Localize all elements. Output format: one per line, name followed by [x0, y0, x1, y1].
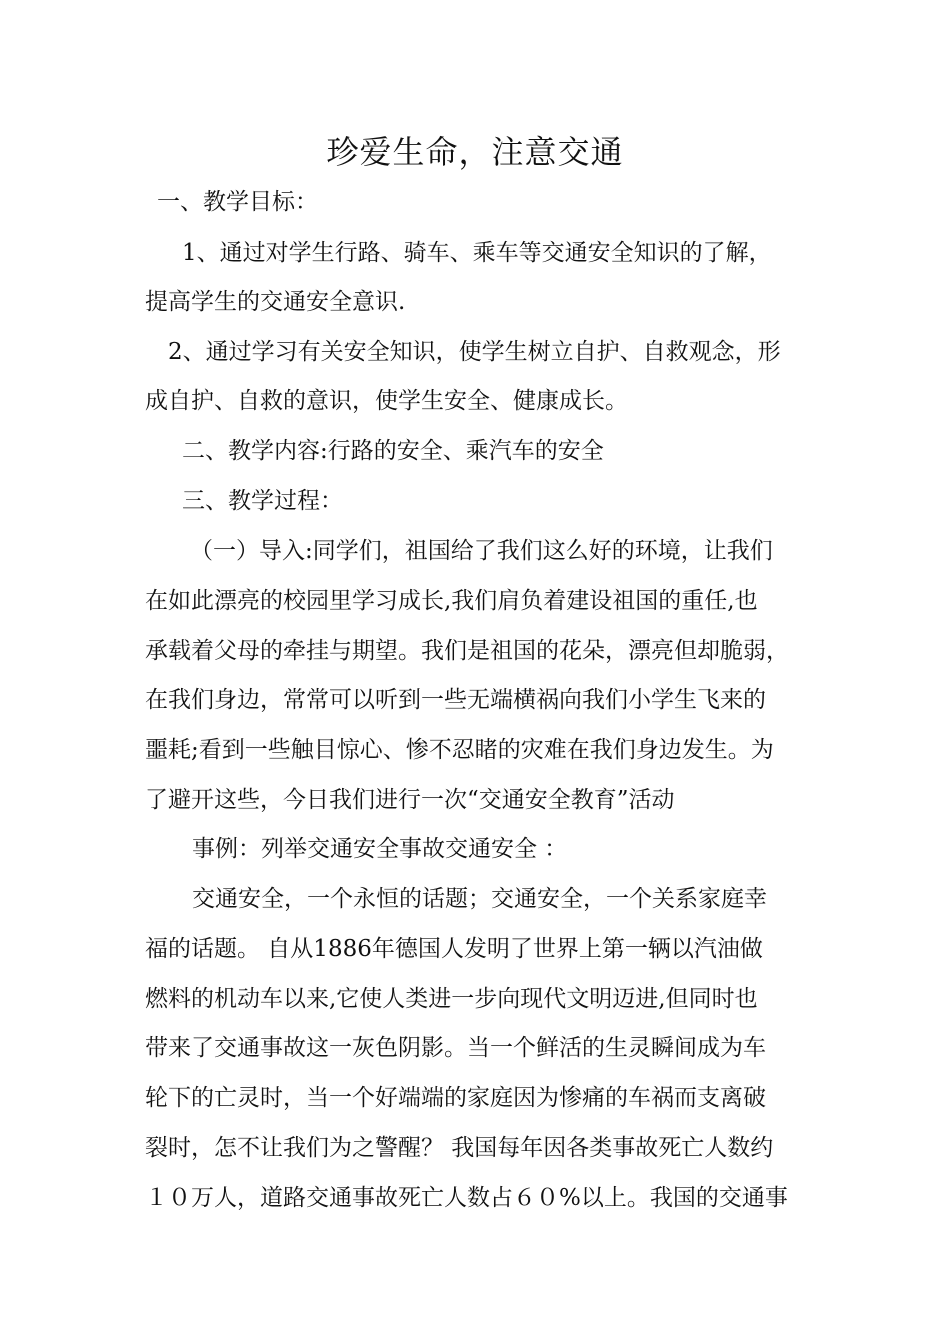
paragraph-line: 噩耗;看到一些触目惊心、惨不忍睹的灾难在我们身边发生。为 [145, 737, 774, 763]
paragraph-line: 1、通过对学生行路、骑车、乘车等交通安全知识的了解， [182, 240, 772, 266]
paragraph-line: 了避开这些，今日我们进行一次“交通安全教育”活动 [145, 787, 675, 813]
section-heading-goals: 一、教学目标： [157, 189, 318, 215]
section-heading-process: 三、教学过程： [182, 488, 343, 514]
paragraph-line: 轮下的亡灵时，当一个好端端的家庭因为惨痛的车祸而支离破 [145, 1085, 766, 1111]
paragraph-line: 交通安全，一个永恒的话题；交通安全，一个关系家庭幸 [192, 886, 767, 912]
section-heading-content: 二、教学内容:行路的安全、乘汽车的安全 [182, 438, 604, 464]
paragraph-line: 在我们身边，常常可以听到一些无端横祸向我们小学生飞来的 [145, 687, 766, 713]
paragraph-line: 2、通过学习有关安全知识，使学生树立自护、自救观念，形 [168, 339, 781, 365]
paragraph-line: 承载着父母的牵挂与期望。我们是祖国的花朵，漂亮但却脆弱， [145, 638, 789, 664]
paragraph-line: 福的话题。 自从1886年德国人发明了世界上第一辆以汽油做 [145, 936, 763, 962]
paragraph-line: （一）导入:同学们，祖国给了我们这么好的环境，让我们 [190, 538, 773, 564]
paragraph-line: 带来了交通事故这一灰色阴影。当一个鲜活的生灵瞬间成为车 [145, 1035, 766, 1061]
paragraph-line: 提高学生的交通安全意识. [145, 289, 406, 315]
paragraph-line: 燃料的机动车以来,它使人类进一步向现代文明迈进,但同时也 [145, 986, 758, 1012]
paragraph-line: 事例：列举交通安全事故交通安全 ： [192, 836, 568, 862]
paragraph-line: 裂时，怎不让我们为之警醒？ 我国每年因各类事故死亡人数约 [145, 1135, 774, 1161]
document-title: 珍爱生命，注意交通 [326, 133, 624, 171]
paragraph-line: 成自护、自救的意识，使学生安全、健康成长。 [145, 388, 628, 414]
paragraph-line: １０万人，道路交通事故死亡人数占６０%以上。我国的交通事 [145, 1185, 788, 1211]
paragraph-line: 在如此漂亮的校园里学习成长,我们肩负着建设祖国的重任,也 [145, 588, 758, 614]
